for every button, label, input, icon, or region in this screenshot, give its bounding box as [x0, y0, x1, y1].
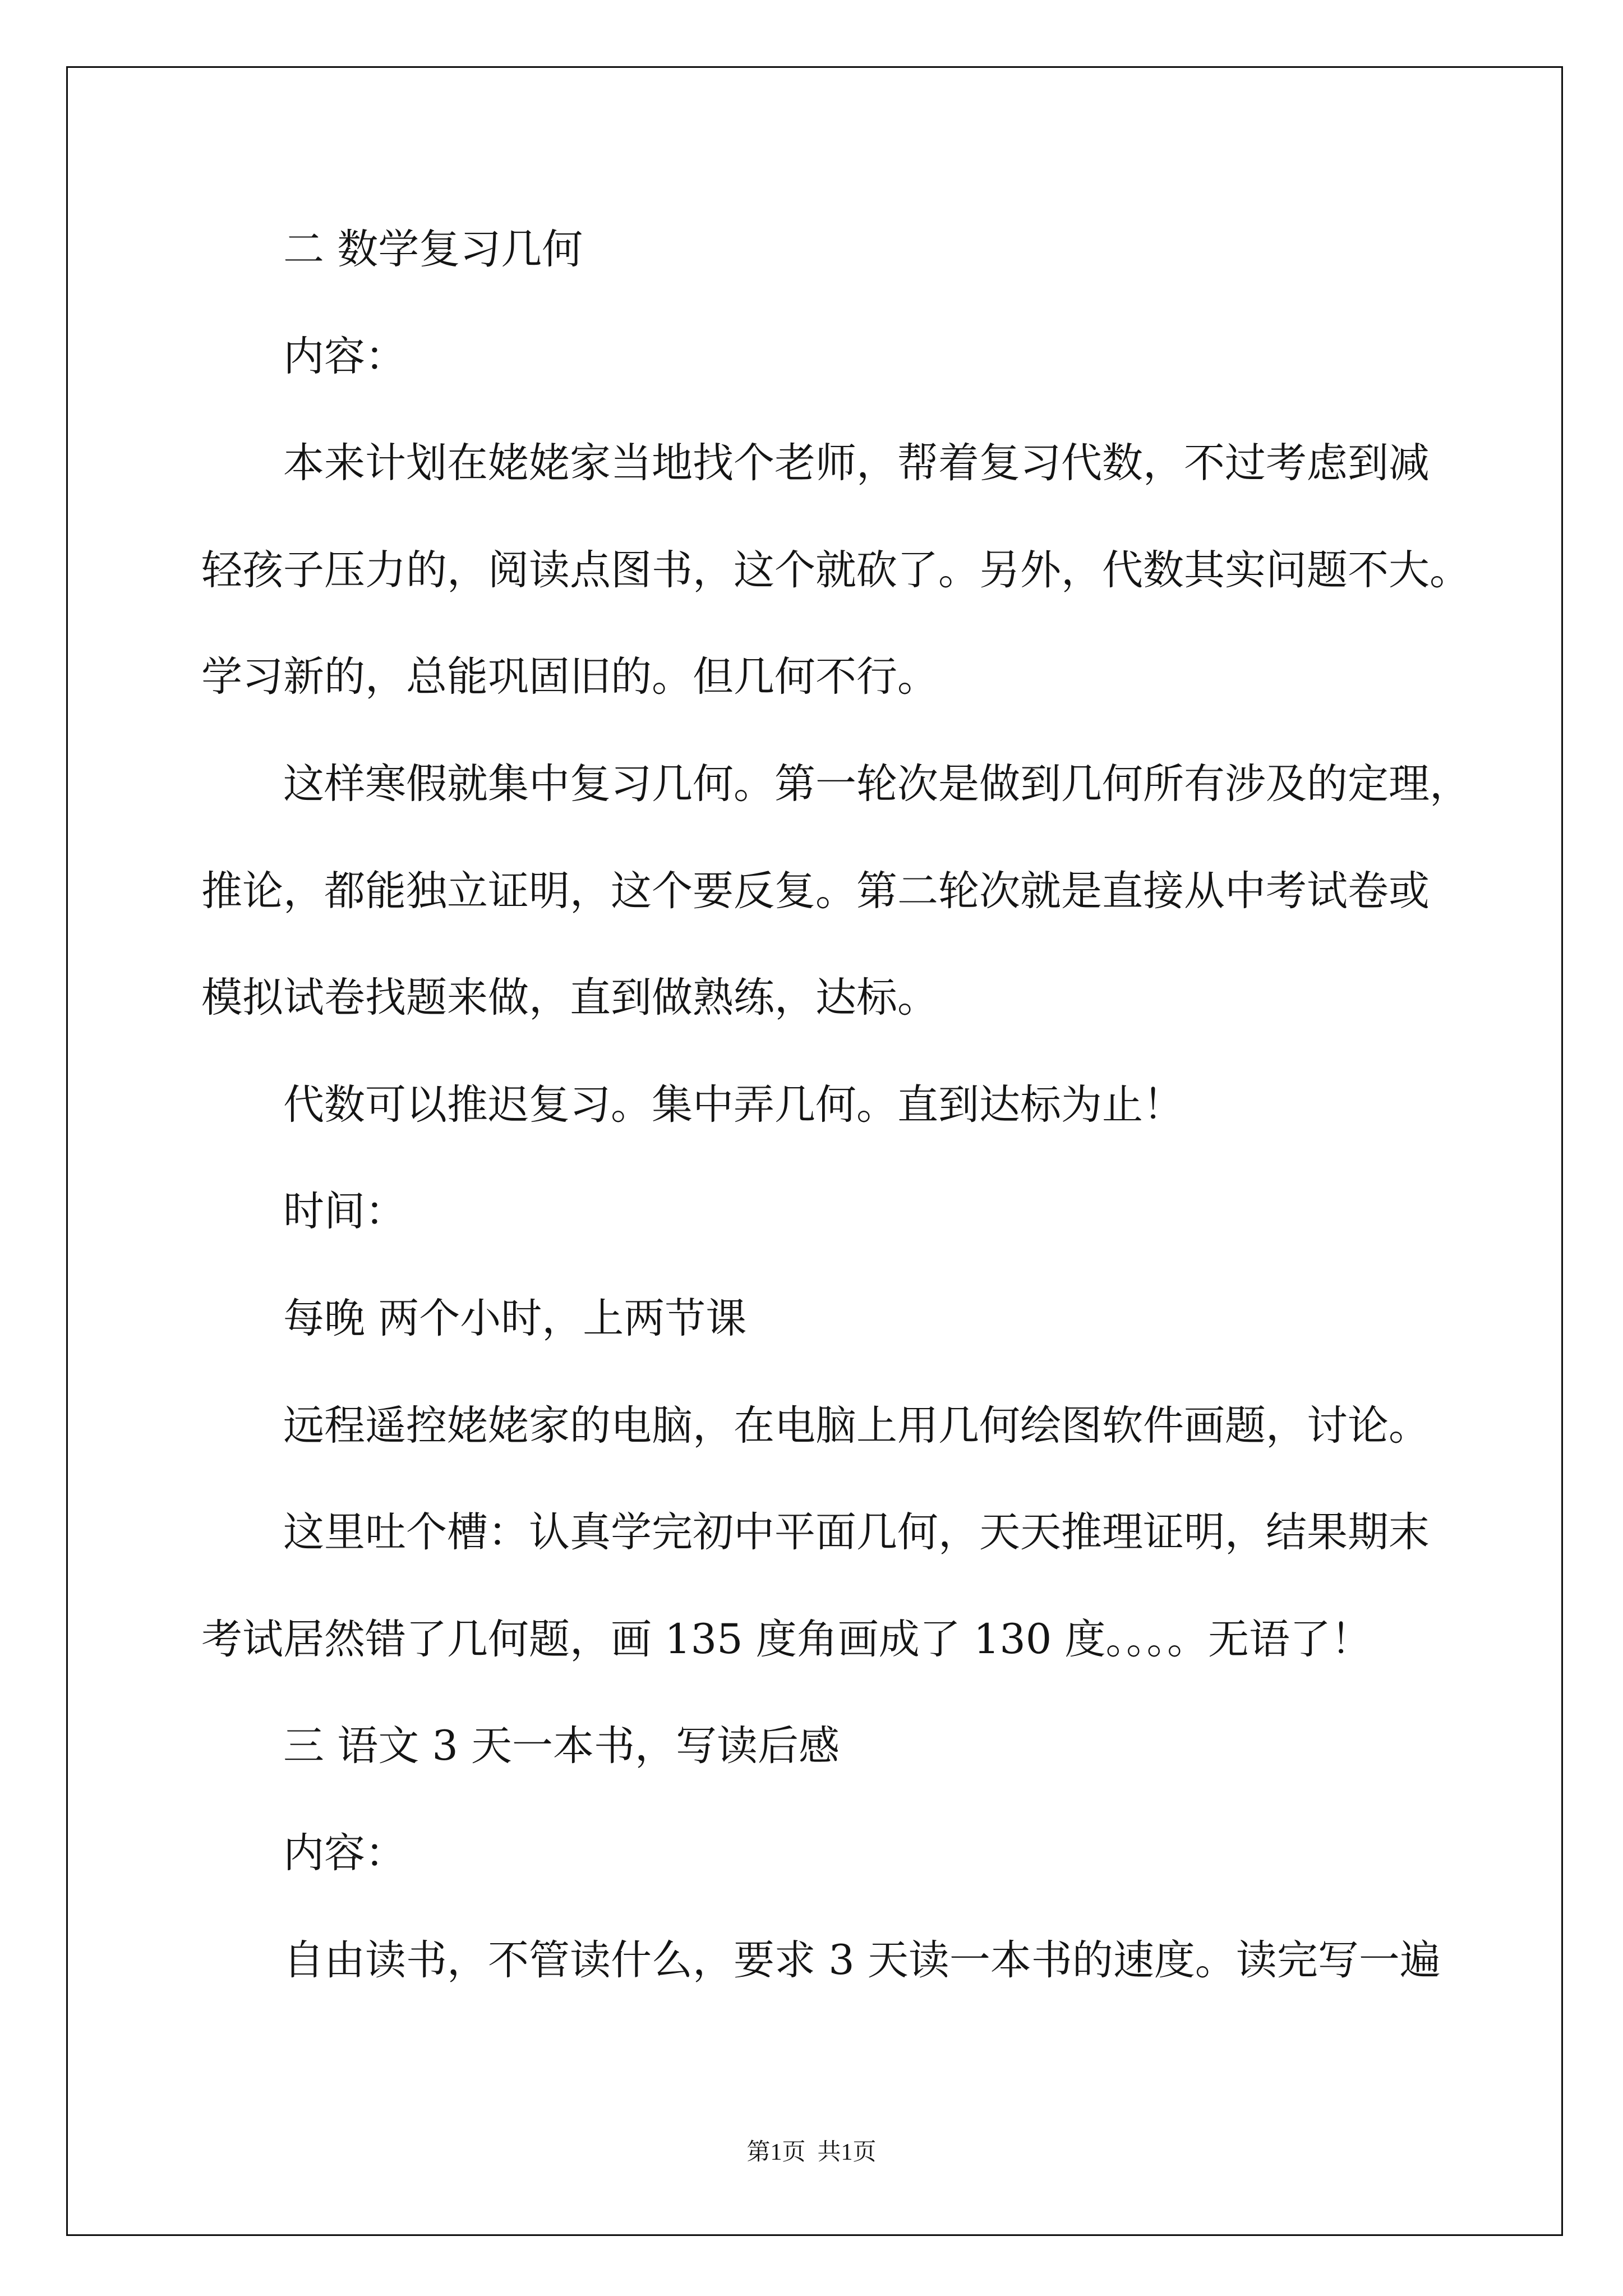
paragraph-line: 远程遥控姥姥家的电脑，在电脑上用几何绘图软件画题，讨论。 — [283, 1401, 1430, 1450]
paragraph-line: 推论，都能独立证明，这个要反复。第二轮次就是直接从中考试卷或 — [201, 867, 1430, 915]
paragraph — [201, 1479, 1519, 1693]
paragraph-line: 模拟试卷找题来做，直到做熟练，达标。 — [201, 974, 938, 1022]
section-heading-math — [201, 196, 1519, 303]
paragraph — [201, 1373, 1519, 1480]
paragraph — [201, 410, 1519, 731]
paragraph — [201, 731, 1519, 1052]
time-label — [201, 1158, 1519, 1266]
page-footer: 第1页 共1页 — [746, 2139, 877, 2165]
paragraph-line: 考试居然错了几何题，画 135 度角画成了 130 度。。。。无语了！ — [201, 1615, 1372, 1663]
paragraph-line: 代数可以推迟复习。集中弄几何。直到达标为止！ — [283, 1080, 1184, 1129]
paragraph-line: 轻孩子压力的，阅读点图书，这个就砍了。另外，代数其实问题不大。 — [201, 546, 1470, 594]
paragraph — [201, 1266, 1519, 1373]
content-label — [201, 1800, 1519, 1907]
content-label — [201, 303, 1519, 411]
document-body — [201, 196, 1519, 2014]
paragraph-line: 本来计划在姥姥家当地找个老师，帮着复习代数，不过考虑到减 — [283, 439, 1430, 487]
paragraph-line: 自由读书，不管读什么，要求 3 天读一本书的速度。读完写一遍 — [283, 1936, 1441, 1984]
section-heading-chinese — [201, 1693, 1519, 1800]
paragraph — [201, 1052, 1519, 1159]
paragraph-line: 内容： — [283, 1829, 406, 1877]
heading-line: 三 语文 3 天一本书，写读后感 — [283, 1722, 840, 1770]
paragraph-line: 这里吐个槽：认真学完初中平面几何，天天推理证明，结果期末 — [283, 1508, 1430, 1557]
paragraph — [201, 1907, 1519, 2014]
paragraph-line: 学习新的，总能巩固旧的。但几何不行。 — [201, 653, 938, 701]
paragraph-line: 这样寒假就集中复习几何。第一轮次是做到几何所有涉及的定理， — [283, 760, 1470, 808]
paragraph-line: 内容： — [283, 332, 406, 380]
paragraph-line: 时间： — [283, 1188, 406, 1236]
heading-line: 二 数学复习几何 — [283, 226, 583, 273]
paragraph-line: 每晚 两个小时，上两节课 — [283, 1294, 747, 1342]
